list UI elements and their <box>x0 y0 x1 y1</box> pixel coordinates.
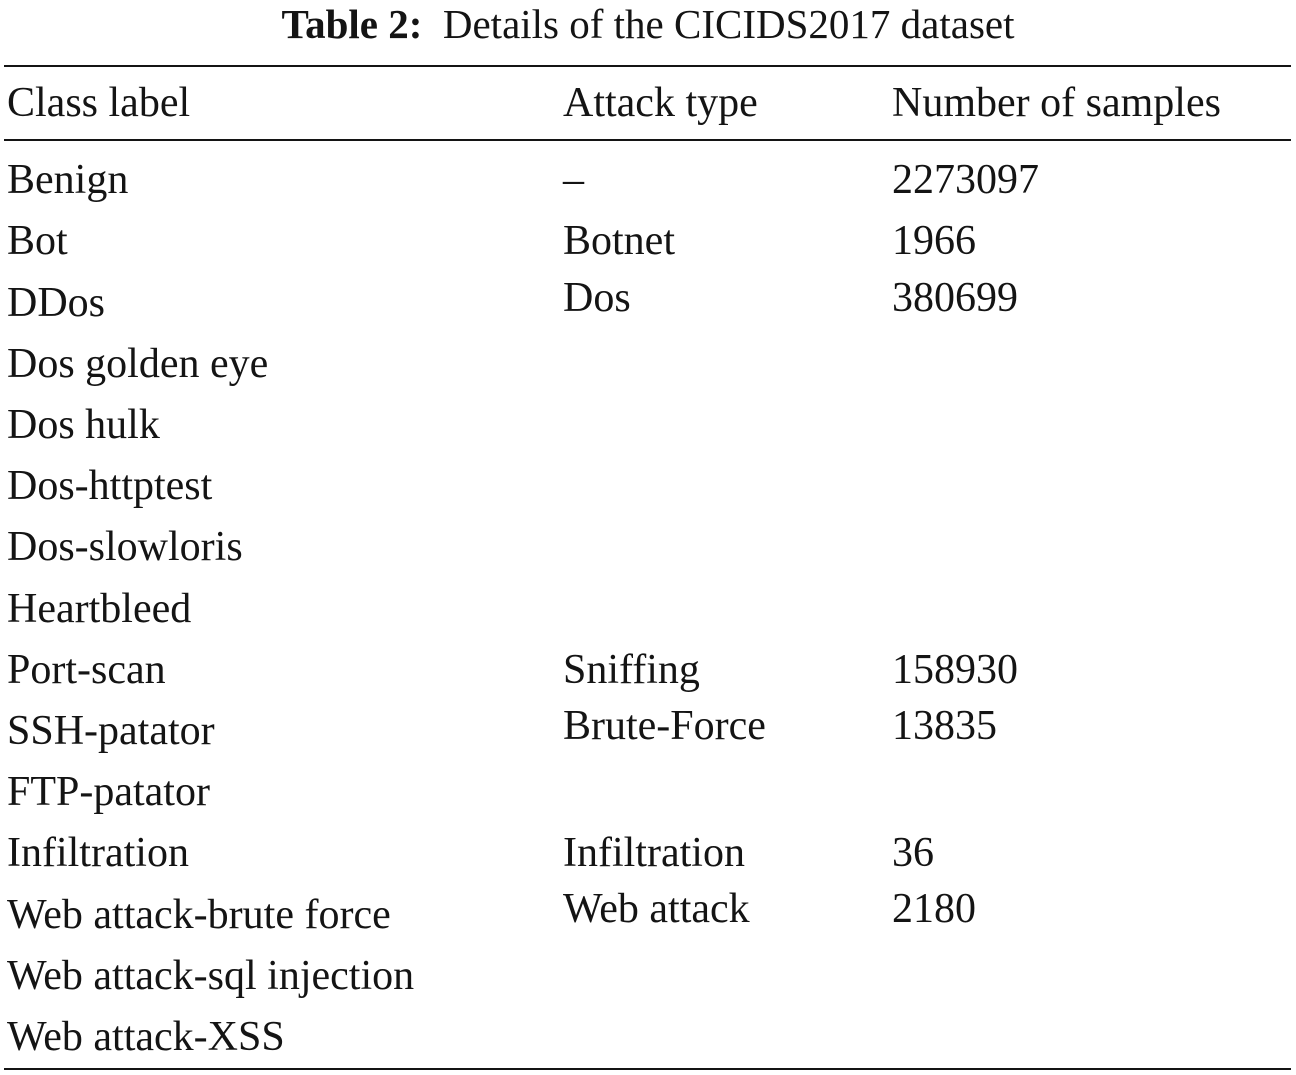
class-label-cell: Web attack-sql injection <box>7 953 415 999</box>
class-label-cell: DDos <box>7 280 106 326</box>
samples-cell: 158930 <box>892 647 1018 693</box>
class-label-cell: Dos-httptest <box>7 463 213 509</box>
attack-type-cell: Sniffing <box>563 647 700 693</box>
class-label-cell: Web attack-brute force <box>7 892 391 938</box>
samples-cell: 2273097 <box>892 157 1039 203</box>
attack-type-cell: Brute-Force <box>563 703 766 749</box>
attack-type-cell: Infiltration <box>563 830 745 876</box>
class-label-cell: Dos-slowloris <box>7 524 243 570</box>
samples-cell: 36 <box>892 830 934 876</box>
class-label-cell: FTP-patator <box>7 769 210 815</box>
samples-cell: 1966 <box>892 218 976 264</box>
top-rule <box>4 65 1291 67</box>
caption-label: Table 2: <box>281 1 423 47</box>
class-label-cell: Infiltration <box>7 830 189 876</box>
column-header-class-label: Class label <box>7 80 191 126</box>
attack-type-cell: Botnet <box>563 218 675 264</box>
samples-cell: 2180 <box>892 886 976 932</box>
column-header-number-of-samples: Number of samples <box>892 80 1221 126</box>
class-label-cell: Bot <box>7 218 68 264</box>
header-rule <box>4 139 1291 141</box>
caption-title: Details of the CICIDS2017 dataset <box>442 1 1015 47</box>
attack-type-cell: – <box>563 157 584 203</box>
column-header-attack-type: Attack type <box>563 80 758 126</box>
bottom-rule <box>4 1068 1291 1070</box>
table-caption <box>0 0 1296 48</box>
samples-cell: 13835 <box>892 703 997 749</box>
class-label-cell: Dos hulk <box>7 402 160 448</box>
attack-type-cell: Dos <box>563 275 631 321</box>
class-label-cell: Benign <box>7 157 129 203</box>
class-label-cell: Dos golden eye <box>7 341 269 387</box>
attack-type-cell: Web attack <box>563 886 750 932</box>
class-label-cell: Heartbleed <box>7 586 192 632</box>
samples-cell: 380699 <box>892 275 1018 321</box>
class-label-cell: Port-scan <box>7 647 166 693</box>
class-label-cell: Web attack-XSS <box>7 1014 285 1060</box>
class-label-cell: SSH-patator <box>7 708 215 754</box>
